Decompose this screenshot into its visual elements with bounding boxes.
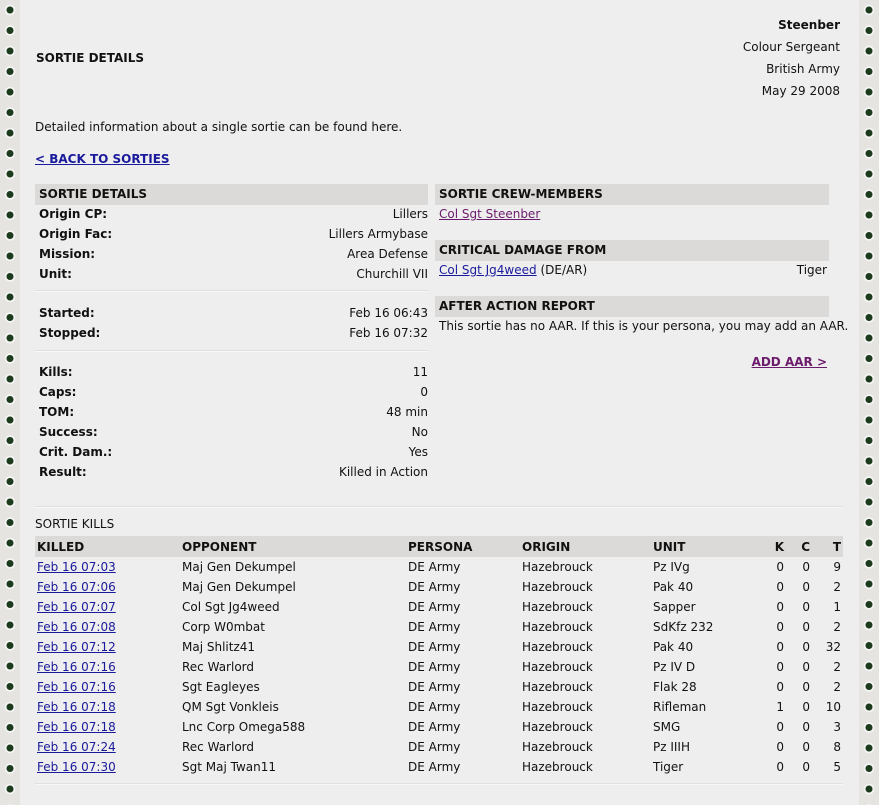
cell-t: 2: [833, 680, 841, 694]
cell-c: 0: [802, 760, 810, 774]
cell-k: 0: [776, 620, 784, 634]
cell-c: 0: [802, 600, 810, 614]
table-row: [35, 577, 843, 597]
cell-k: 0: [776, 560, 784, 574]
table-row: [35, 637, 843, 657]
detail-value: Area Defense: [347, 247, 428, 261]
detail-row: [35, 422, 428, 442]
kill-time-link[interactable]: Feb 16 07:16: [37, 680, 116, 694]
cell-opponent: QM Sgt Vonkleis: [182, 700, 279, 714]
cell-opponent: Maj Gen Dekumpel: [182, 580, 296, 594]
cell-opponent: Lnc Corp Omega588: [182, 720, 306, 734]
critical-damage-source: [439, 263, 587, 277]
cell-c: 0: [802, 700, 810, 714]
cell-unit: Pz IV D: [653, 660, 696, 674]
cell-origin: Hazebrouck: [522, 600, 593, 614]
cell-persona: DE Army: [408, 660, 461, 674]
table-row: [35, 737, 843, 757]
cell-t: 8: [833, 740, 841, 754]
cell-k: 1: [776, 700, 784, 714]
detail-value: Lillers: [392, 207, 428, 221]
cell-persona: DE Army: [408, 740, 461, 754]
cell-c: 0: [802, 660, 810, 674]
cell-unit: Pak 40: [653, 640, 694, 654]
divider: [35, 506, 843, 508]
divider: [35, 350, 428, 352]
cell-opponent: Sgt Maj Twan11: [182, 760, 276, 774]
divider: [35, 290, 428, 292]
detail-row: [35, 382, 428, 402]
column-header-t: T: [812, 536, 843, 557]
cell-c: 0: [802, 720, 810, 734]
cell-origin: Hazebrouck: [522, 660, 593, 674]
user-date: May 29 2008: [761, 84, 840, 98]
cell-c: 0: [802, 740, 810, 754]
cell-t: 3: [833, 720, 841, 734]
column-header-origin: ORIGIN: [520, 536, 651, 557]
kill-time-link[interactable]: Feb 16 07:06: [37, 580, 116, 594]
detail-label: Success:: [39, 425, 98, 439]
cell-killed: [35, 657, 180, 677]
column-header-c: C: [786, 536, 812, 557]
detail-value: 11: [412, 365, 428, 379]
user-name: Steenber: [778, 18, 840, 32]
cell-persona: DE Army: [408, 680, 461, 694]
cell-persona: DE Army: [408, 640, 461, 654]
cell-origin: Hazebrouck: [522, 560, 593, 574]
cell-unit: SMG: [653, 720, 681, 734]
cell-k: 0: [776, 640, 784, 654]
detail-value: Killed in Action: [338, 465, 428, 479]
column-header-persona: PERSONA: [406, 536, 520, 557]
cell-persona: DE Army: [408, 560, 461, 574]
kill-time-link[interactable]: Feb 16 07:16: [37, 660, 116, 674]
cell-killed: [35, 637, 180, 657]
kill-time-link[interactable]: Feb 16 07:08: [37, 620, 116, 634]
user-army: British Army: [766, 62, 840, 76]
cell-k: 0: [776, 660, 784, 674]
detail-row: [35, 264, 428, 284]
cell-killed: [35, 717, 180, 737]
kill-time-link[interactable]: Feb 16 07:12: [37, 640, 116, 654]
cell-unit: Pz IVg: [653, 560, 690, 574]
sortie-kills-table: [35, 536, 843, 777]
crew-members-header: SORTIE CREW-MEMBERS: [435, 184, 829, 205]
back-to-sorties-link[interactable]: < BACK TO SORTIES: [35, 152, 170, 166]
kill-time-link[interactable]: Feb 16 07:24: [37, 740, 116, 754]
detail-row: [35, 244, 428, 264]
detail-value: 48 min: [386, 405, 428, 419]
cell-c: 0: [802, 580, 810, 594]
kill-time-link[interactable]: Feb 16 07:18: [37, 700, 116, 714]
table-row: [35, 597, 843, 617]
critical-damage-suffix: (DE/AR): [536, 263, 588, 277]
cell-unit: Sapper: [653, 600, 696, 614]
cell-origin: Hazebrouck: [522, 620, 593, 634]
cell-persona: DE Army: [408, 720, 461, 734]
detail-label: Caps:: [39, 385, 77, 399]
detail-label: Unit:: [39, 267, 72, 281]
cell-persona: DE Army: [408, 580, 461, 594]
cell-origin: Hazebrouck: [522, 640, 593, 654]
detail-value: 0: [420, 385, 428, 399]
cell-killed: [35, 557, 180, 577]
detail-row: [35, 462, 428, 482]
cell-persona: DE Army: [408, 600, 461, 614]
cell-k: 0: [776, 760, 784, 774]
table-row: [35, 617, 843, 637]
detail-row: [35, 224, 428, 244]
detail-label: Stopped:: [39, 326, 101, 340]
cell-persona: DE Army: [408, 620, 461, 634]
detail-row: [35, 323, 428, 343]
cell-killed: [35, 737, 180, 757]
table-row: [35, 697, 843, 717]
table-row: [35, 657, 843, 677]
detail-label: Crit. Dam.:: [39, 445, 113, 459]
cell-opponent: Rec Warlord: [182, 740, 254, 754]
cell-killed: [35, 597, 180, 617]
cell-opponent: Col Sgt Jg4weed: [182, 600, 280, 614]
aar-text: This sortie has no AAR. If this is your persona, you may add an AAR.: [439, 319, 849, 333]
detail-label: Origin Fac:: [39, 227, 113, 241]
critical-damage-player-link[interactable]: Col Sgt Jg4weed: [439, 263, 537, 277]
cell-origin: Hazebrouck: [522, 680, 593, 694]
kill-time-link[interactable]: Feb 16 07:03: [37, 560, 116, 574]
user-rank: Colour Sergeant: [742, 40, 840, 54]
detail-row: [35, 442, 428, 462]
cell-c: 0: [802, 680, 810, 694]
sortie-kills-title: SORTIE KILLS: [35, 517, 115, 531]
aar-header: AFTER ACTION REPORT: [435, 296, 829, 317]
intro-text: Detailed information about a single sortie can be found here.: [35, 120, 403, 134]
cell-unit: Rifleman: [653, 700, 707, 714]
cell-unit: SdKfz 232: [653, 620, 714, 634]
cell-opponent: Sgt Eagleyes: [182, 680, 260, 694]
table-row: [35, 717, 843, 737]
left-perforated-border: [0, 0, 20, 805]
cell-origin: Hazebrouck: [522, 760, 593, 774]
cell-origin: Hazebrouck: [522, 720, 593, 734]
cell-c: 0: [802, 620, 810, 634]
detail-label: Mission:: [39, 247, 96, 261]
cell-killed: [35, 757, 180, 777]
cell-t: 10: [825, 700, 841, 714]
detail-value: Feb 16 06:43: [349, 306, 428, 320]
column-header-unit: UNIT: [651, 536, 758, 557]
kill-time-link[interactable]: Feb 16 07:18: [37, 720, 116, 734]
cell-opponent: Corp W0mbat: [182, 620, 265, 634]
detail-row: [35, 303, 428, 323]
detail-label: Origin CP:: [39, 207, 108, 221]
cell-origin: Hazebrouck: [522, 740, 593, 754]
cell-origin: Hazebrouck: [522, 700, 593, 714]
cell-k: 0: [776, 720, 784, 734]
page-title: SORTIE DETAILS: [36, 51, 145, 65]
cell-persona: DE Army: [408, 700, 461, 714]
crew-member-link[interactable]: Col Sgt Steenber: [439, 207, 541, 221]
cell-c: 0: [802, 640, 810, 654]
cell-t: 2: [833, 580, 841, 594]
cell-killed: [35, 677, 180, 697]
cell-t: 2: [833, 620, 841, 634]
critical-damage-header: CRITICAL DAMAGE FROM: [435, 240, 829, 261]
kill-time-link[interactable]: Feb 16 07:07: [37, 600, 116, 614]
cell-t: 32: [825, 640, 841, 654]
detail-value: Churchill VII: [356, 267, 428, 281]
cell-k: 0: [776, 680, 784, 694]
divider: [35, 783, 843, 785]
detail-row: [35, 402, 428, 422]
detail-value: Lillers Armybase: [328, 227, 428, 241]
cell-t: 2: [833, 660, 841, 674]
cell-opponent: Maj Shlitz41: [182, 640, 256, 654]
kills-header-row: [35, 536, 843, 557]
column-header-k: K: [758, 536, 786, 557]
detail-label: Kills:: [39, 365, 73, 379]
add-aar-link[interactable]: ADD AAR >: [751, 355, 827, 369]
cell-unit: Tiger: [653, 760, 684, 774]
cell-persona: DE Army: [408, 760, 461, 774]
kill-time-link[interactable]: Feb 16 07:30: [37, 760, 116, 774]
critical-damage-unit: Tiger: [796, 263, 827, 277]
detail-row: [35, 362, 428, 382]
cell-unit: Pz IIIH: [653, 740, 690, 754]
detail-row: [35, 204, 428, 224]
detail-value: Feb 16 07:32: [349, 326, 428, 340]
cell-t: 5: [833, 760, 841, 774]
cell-unit: Pak 40: [653, 580, 694, 594]
cell-unit: Flak 28: [653, 680, 697, 694]
column-header-opponent: OPPONENT: [180, 536, 406, 557]
cell-k: 0: [776, 740, 784, 754]
cell-k: 0: [776, 600, 784, 614]
detail-value: No: [411, 425, 428, 439]
cell-c: 0: [802, 560, 810, 574]
detail-label: TOM:: [39, 405, 75, 419]
right-perforated-border: [859, 0, 879, 805]
detail-label: Result:: [39, 465, 87, 479]
table-row: [35, 557, 843, 577]
main-content: [20, 0, 859, 805]
detail-value: Yes: [408, 445, 428, 459]
table-row: [35, 677, 843, 697]
cell-killed: [35, 697, 180, 717]
cell-k: 0: [776, 580, 784, 594]
cell-origin: Hazebrouck: [522, 580, 593, 594]
column-header-killed: KILLED: [35, 536, 180, 557]
cell-killed: [35, 617, 180, 637]
cell-t: 1: [833, 600, 841, 614]
table-row: [35, 757, 843, 777]
cell-opponent: Maj Gen Dekumpel: [182, 560, 296, 574]
cell-t: 9: [833, 560, 841, 574]
cell-opponent: Rec Warlord: [182, 660, 254, 674]
sortie-details-header: SORTIE DETAILS: [35, 184, 428, 205]
detail-label: Started:: [39, 306, 95, 320]
cell-killed: [35, 577, 180, 597]
